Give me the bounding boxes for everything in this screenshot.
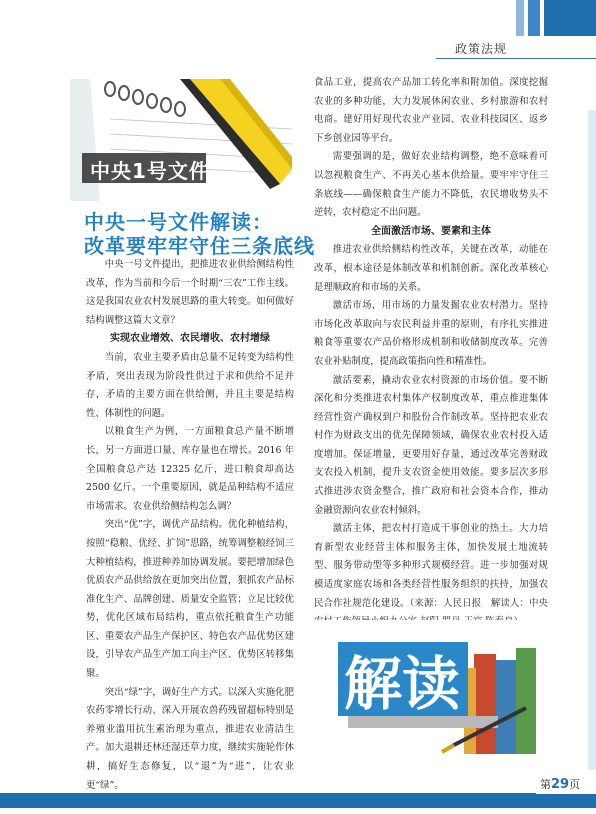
header-bar-mid [528,0,540,36]
footer-bar [0,793,596,808]
body-paragraph: 突出“绿”字，调好生产方式。以深入实施化肥农药零增长行动、深入开展农兽药残留超标特别是养殖业滥用抗生素治理为重点，推进农业清洁生产。加大退耕还林还湿还草力度，继续实施轮作休耕，搞好生态修复，以“退”为“进”，让农业更“绿”。 [86,686,294,791]
body-paragraph: 激活市场，用市场的力量发掘农业农村潜力。坚持市场化改革取向与农民利益并重的原则，有序扎实推进粮食等重要农产品价格形成机制和收储制度改革。完善农业补贴制度，提高政策指向性和精准性。 [314,300,548,367]
body-paragraph: 以粮食生产为例，一方面粮食总产量不断增长，另一方面进口量、库存量也在增长。2016 年全国粮食总产达 12325 亿斤，进口粮食却高达 2500 亿斤。一个重要原因，就是品种结构不适应市场需求。农业供给侧结构怎么调？ [86,426,294,512]
left-column [86,256,294,814]
right-column [314,74,548,632]
header-bar-light [516,0,524,36]
notebook-photo [70,79,292,201]
side-strip [588,110,596,770]
body-paragraph: 推进农业供给侧结构性改革，关键在改革，动能在改革，根本途径是体制改革和机制创新。深化改革核心是理顺政府和市场的关系。 [314,244,548,293]
body-paragraph: 突出“优”字，调优产品结构。优化种植结构，按照“稳粮、优经、扩饲”思路，统筹调整粮经饲三大种植结构，推进种养加协调发展。要把增加绿色优质农产品供给放在更加突出位置，狠抓农产品标准化生产、品牌创建、质量安全监管；立足比较优势，优化区域布局结构，重点依托粮食生产功能区、重要农产品生产保护区、特色农产品优势区建设，引导农产品生产加工向主产区、优势区转移集聚。 [86,519,294,680]
section-label: 政策法规 [455,42,508,56]
header-bar-dark [544,0,596,36]
headline-line1: 中央一号文件解读： [84,210,273,234]
body-paragraph: 激活主体，把农村打造成干事创业的热土。大力培育新型农业经营主体和服务主体，加快发展土地流转型、服务带动型等多种形式规模经营。进一步加强对规模适度家庭农场和各类经营性服务组织的扶持，加强农民合作社规范化建设。（来源：人民日报 解读人：中央 [314,523,548,609]
page-number [540,776,580,792]
body-paragraph: 需要强调的是，做好农业结构调整，绝不意味着可以忽视粮食生产、不再关心基本供给量。要牢牢守住三条底线——确保粮食生产能力不降低，农民增收势头不逆转，农村稳定不出问题。 [314,151,548,219]
section-subheading: 实现农业增效、农民增收、农村增绿 [110,333,270,345]
jiedu-illustration [314,620,548,758]
page-number-value: 29 [551,777,570,792]
photo-title: 中央1号文件 [90,159,210,183]
header-rule [436,58,596,59]
page-prefix: 第 [540,778,551,791]
page-suffix: 页 [569,778,581,791]
body-paragraph: 激活要素，撬动农业农村资源的市场价值。要不断深化和分类推进农村集体产权制度改革，重点推进集体经营性资产确权到户和股份合作制改革。坚持把农业农村作为财政支出的优先保障领域，确保农业农村投入适度增加。保证增量，更要用好存量，通过改革完善财政支农投入机制，提升支农资金使用效能。要多层次多形式推进涉农资金整合，推广政府和社会资本合作，推动金融资源向农业农村倾斜。 [314,374,548,516]
headline-line2: 改革要牢牢守住三条底线 [84,234,315,258]
body-paragraph: 当前，农业主要矛盾由总量不足转变为结构性矛盾，突出表现为阶段性供过于求和供给不足并存，矛盾的主要方面在供给侧，并且主要是结构性、体制性的问题。 [86,351,294,419]
body-paragraph: 中央一号文件提出，把推进农业供给侧结构性改革，作为当前和今后一个时期“三农”工作主线。这是我国农业农村发展思路的重大转变。如何做好结构调整这篇大文章？ [86,259,294,326]
books-illustration [314,620,548,758]
jiedu-label: 解读 [344,650,461,718]
section-subheading: 全面激活市场、要素和主体 [371,225,491,237]
body-paragraph: 食品工业，提高农产品加工转化率和附加值。深度挖掘农业的多种功能，大力发展休闲农业、乡村旅游和农村电商。建好用好现代农业产业园、农业科技园区、返乡下乡创业园等平台。 [314,77,548,144]
